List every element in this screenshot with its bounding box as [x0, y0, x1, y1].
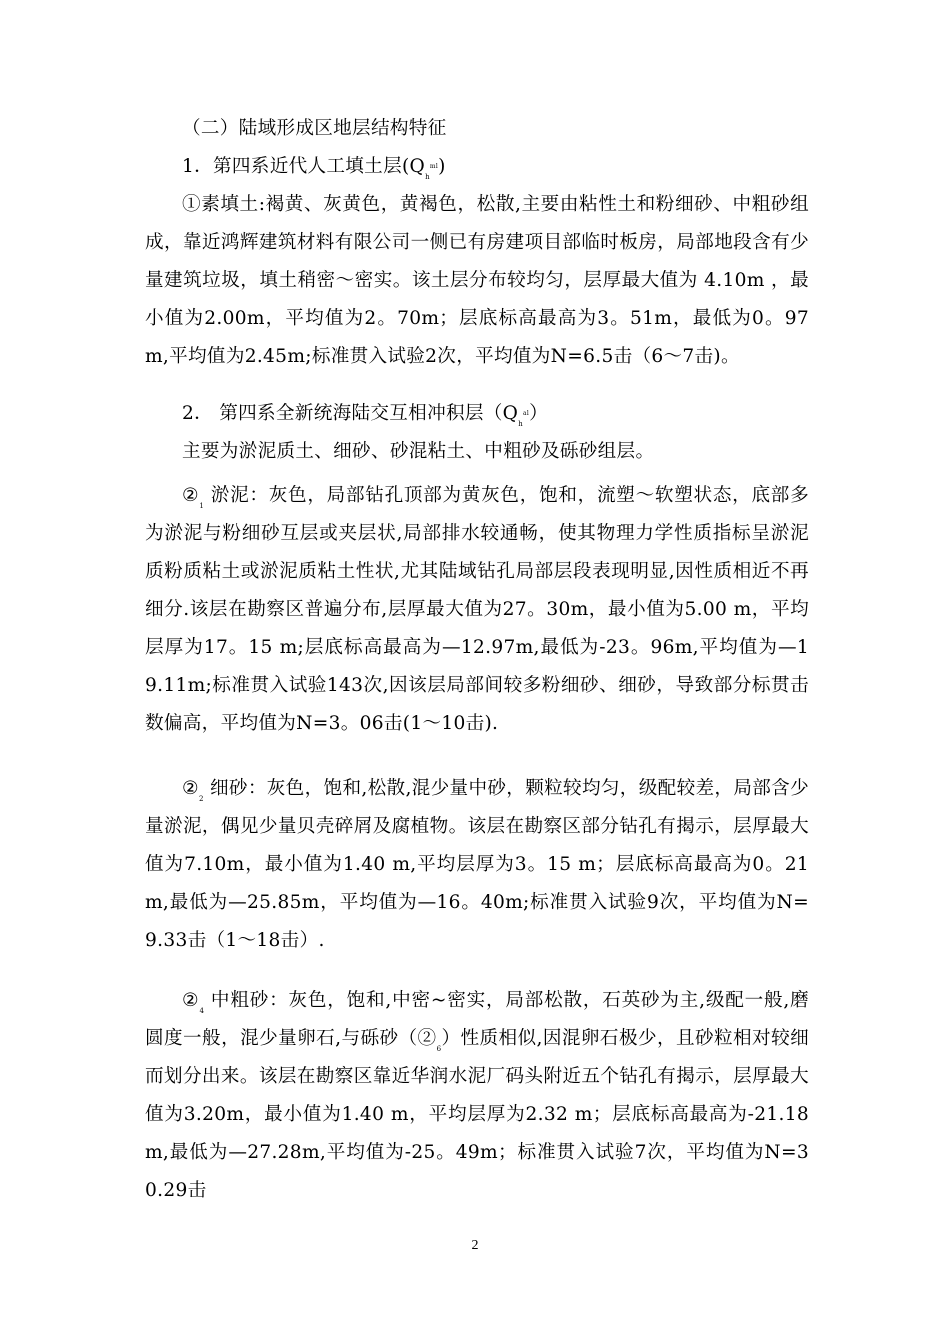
fill-soil-paragraph: ①素填土:褐黄、灰黄色，黄褐色，松散,主要由粘性土和粉细砂、中粗砂组成，靠近鸿辉建筑材料有限公司一侧已有房建项目部临时板房，局部地段含有少量建筑垃圾，填土稍密～密实。该土层分布较均匀，层厚最大值为 4.10m ，最小值为2.00m，平均值为2。70m；层底标高最高为3。51m，最低为0。97m,平均值为2.45m;标准贯入试验2次，平均值为N=6.5击（6～7击)。	[145, 194, 809, 367]
layer2-heading: 2． 第四系全新统海陆交互相冲积层$(Q_h^{al})$	[182, 403, 549, 428]
layer1-heading: 1．第四系近代人工填土层$(Q_h^{ml})$	[182, 156, 446, 181]
coarse-sand-paragraph: $②_4$ 中粗砂：灰色，饱和,中密~密实，局部松散，石英砂为主,级配一般,磨圆度一般，混少量卵石,与砾砂$(②_6)$性质相似,因混卵石极少，且砂粒相对较细而划分出来。该层在勘察区靠近华润水泥厂码头附近五个钻孔有揭示，层厚最大值为3.20m，最小值为1.40 m，平均层厚为2.32 m；层底标高最高为-21.18m,最低为—27.28m,平均值为-25。49m；标准贯入试验7次，平均值为N=30.29击	[145, 990, 809, 1201]
page-number: 2	[471, 1238, 479, 1253]
layer1-heading-sub: h	[425, 173, 430, 181]
layer2-heading-sup: al	[523, 410, 530, 417]
layer2-heading-sub: h	[518, 420, 523, 428]
fine-sand-paragraph: $②_2$ 细砂：灰色，饱和,松散,混少量中砂，颗粒较均匀，级配较差，局部含少量淤泥，偶见少量贝壳碎屑及腐植物。该层在勘察区部分钻孔有揭示，层厚最大值为7.10m，最小值为1.40 m,平均层厚为3。15 m；层底标高最高为0。21m,最低为—25.85m，平均值为—16。40m;标准贯入试验9次，平均值为N=9.33击（1～18击）.	[145, 778, 809, 951]
layer2-intro: 主要为淤泥质土、细砂、砂混粘土、中粗砂及砾砂组层。	[182, 441, 655, 462]
layer1-heading-sup: ml	[429, 163, 439, 170]
mud-paragraph: $②_1$ 淤泥：灰色，局部钻孔顶部为黄灰色，饱和，流塑～软塑状态，底部多为淤泥与粉细砂互层或夹层状,局部排水较通畅，使其物理力学性质指标呈淤泥质粉质粘土或淤泥质粘土性状,尤其陆域钻孔局部层段表现明显,因性质相近不再细分.该层在勘察区普遍分布,层厚最大值为27。30m，最小值为5.00 m，平均层厚为17。15 m;层底标高最高为—12.97m,最低为-23。96m,平均值为—19.11m;标准贯入试验143次,因该层局部间较多粉细砂、细砂，导致部分标贯击数偏高，平均值为N=3。06击(1～10击).	[145, 485, 809, 734]
section-title: （二）陆域形成区地层结构特征	[182, 118, 447, 139]
